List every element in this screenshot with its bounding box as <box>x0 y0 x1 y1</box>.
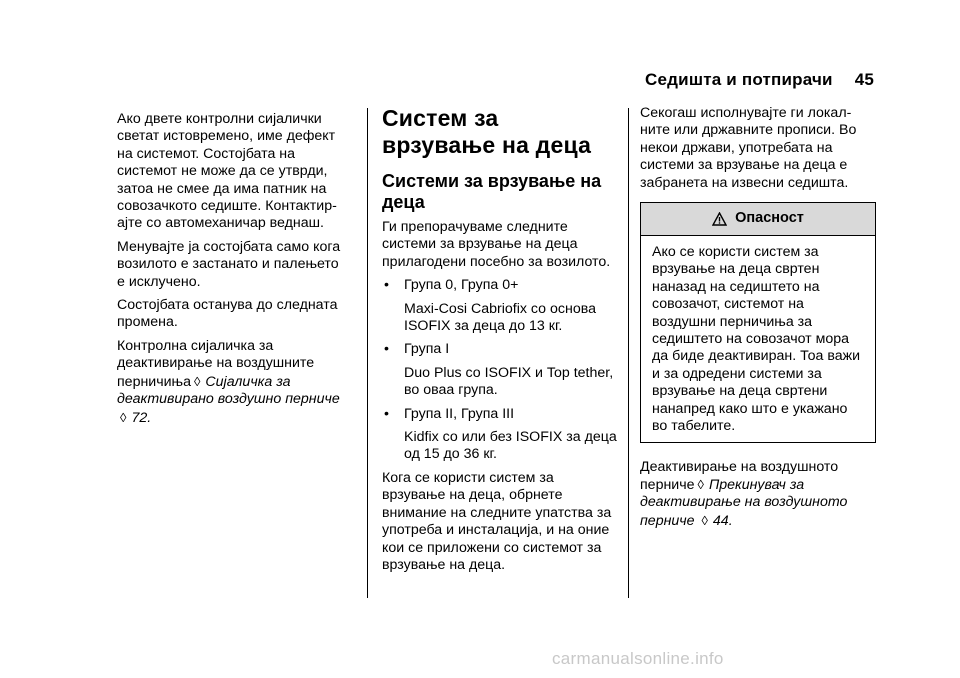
list-item-detail: Kidfix со или без ISOFIX за деца од 15 до 36 кг. <box>404 429 617 463</box>
paragraph-with-reference <box>117 338 349 427</box>
watermark: carmanualsonline.info <box>552 649 724 668</box>
column-right <box>640 105 876 536</box>
paragraph-with-reference <box>640 459 876 531</box>
paragraph: Менувајте ја состојбата само кога возилото е застанато и палењето е исклучено. <box>117 238 341 290</box>
column-left <box>117 111 349 433</box>
warning-triangle-icon <box>712 212 727 226</box>
paragraph: Ако двете контролни сијалички светат истовремено, име дефект на системот. Состојбата на системот не може да се утврди, затоа не смее да има патник на совозачкото седиште. Контактир-ајте со автомеханичар веднаш. <box>117 111 337 232</box>
bullet-icon: • <box>384 277 389 294</box>
cross-reference-link[interactable]: Сијаличка за деактивирано воздушно перниче <box>117 373 340 408</box>
subsection-heading: Системи за врзување на деца <box>382 171 602 212</box>
reference-arrow-icon: ◊ <box>701 512 708 528</box>
list-item-detail: Duo Plus со ISOFIX и Top tether, во оваа група. <box>404 364 614 399</box>
bullet-icon: • <box>384 405 389 422</box>
page-header <box>645 70 874 90</box>
warning-body: Ако се користи систем за врзување на деца свртен наназад на седиштето на совозачот, системот на воздушни перничиња за седиштето на совозачот мора да биде деактивиран. Тоа важи и за одредени системи за врзување на деца свртени нанапред како што е укажано во табелите. <box>652 244 861 435</box>
paragraph: Секогаш исполнувајте ги локал-ните или државните прописи. Во некои држави, употребата на системи за врзување на деца е забранета на извесни седишта. <box>640 105 857 191</box>
cross-reference-link[interactable]: Прекинувач за деактивирање на воздушното перниче <box>640 476 848 529</box>
section-title: Седишта и потпирачи <box>645 70 833 89</box>
paragraph: Кога се користи систем за врзување на деца, обрнете внимание на следните упатства за употреба и инсталација, и на оние кои се приложени со системот за врзување на деца. <box>382 469 612 573</box>
list-item <box>382 406 618 464</box>
section-heading: Систем за врзување на деца <box>382 105 592 158</box>
warning-title: Опасност <box>735 210 804 227</box>
reference-arrow-icon: ◊ <box>697 476 704 492</box>
list-item-label: Група 0, Група 0+ <box>404 277 519 294</box>
reference-page-link[interactable]: 44. <box>712 512 733 529</box>
paragraph-text: Деактивирање на воздушното перниче <box>640 458 839 493</box>
list-item <box>382 277 618 335</box>
list-item <box>382 341 618 399</box>
page-number: 45 <box>854 70 874 89</box>
warning-box <box>640 202 876 442</box>
paragraph-text: Контролна сијаличка за деактивирање на воздушните перничињa <box>117 337 315 390</box>
paragraph: Ги препорачуваме следните системи за врзување на деца прилагодени посебно за возилото. <box>382 219 611 270</box>
list-item-label: Група I <box>404 341 450 358</box>
reference-arrow-icon: ◊ <box>120 409 127 425</box>
list-item-label: Група II, Група III <box>404 405 515 422</box>
bullet-icon: • <box>384 341 389 358</box>
warning-header <box>641 203 875 236</box>
column-divider-right <box>628 108 629 598</box>
reference-page-link[interactable]: 72. <box>131 409 152 426</box>
column-middle <box>382 105 618 580</box>
reference-arrow-icon: ◊ <box>193 373 201 389</box>
list-item-detail: Maxi-Cosi Cabriofix со основа ISOFIX за деца до 13 кг. <box>404 300 596 335</box>
paragraph: Состојбата останува до следната промена. <box>117 297 338 331</box>
bullet-list <box>382 277 618 464</box>
column-divider-left <box>367 108 368 598</box>
